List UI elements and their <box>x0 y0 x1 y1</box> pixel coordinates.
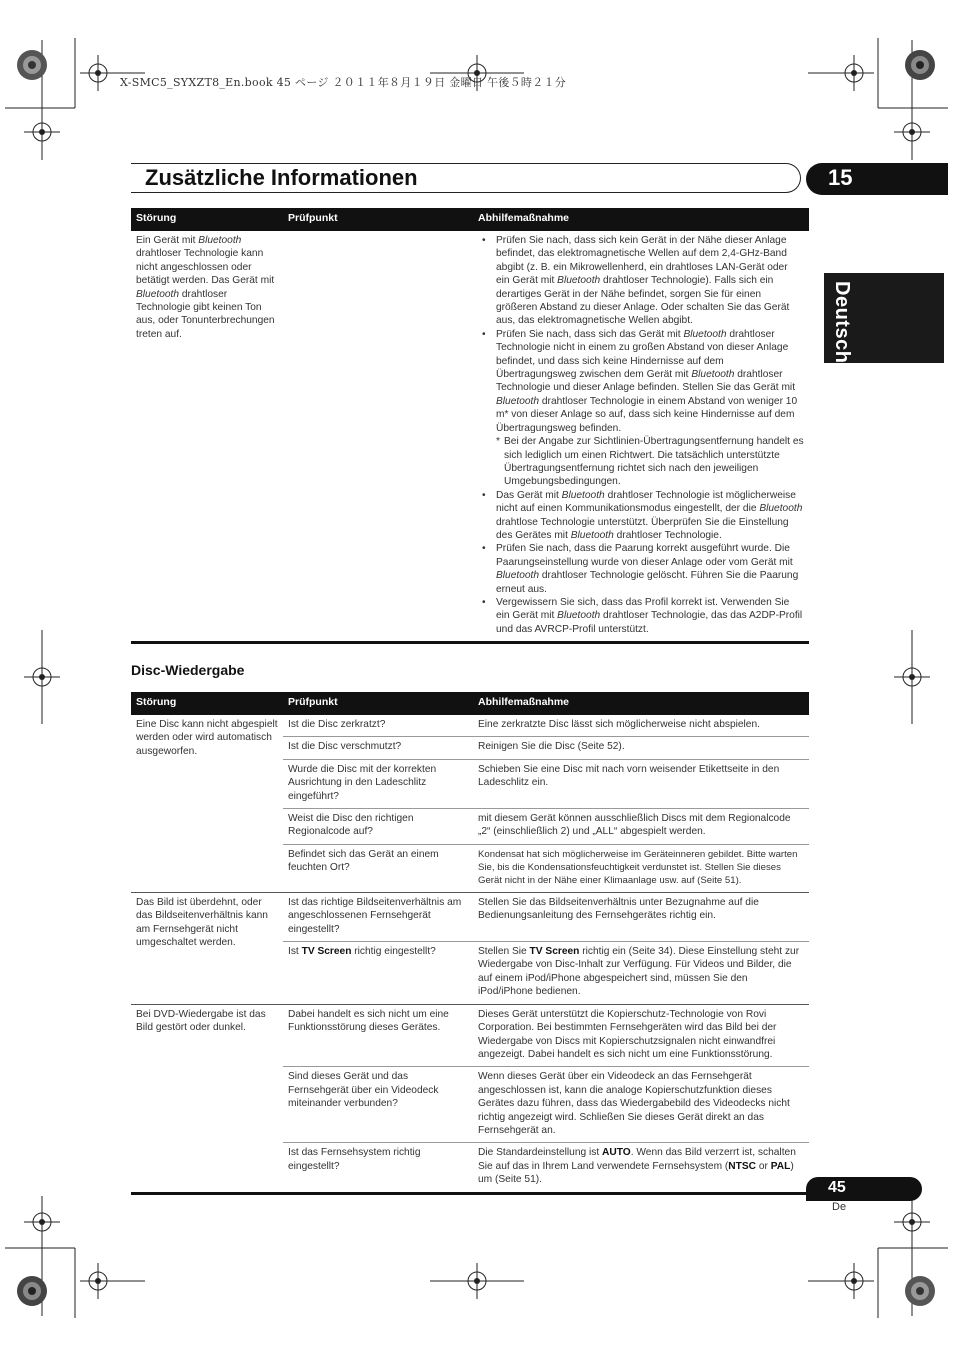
section-title-disc: Disc-Wiedergabe <box>131 662 245 678</box>
header-pruefpunkt: Prüfpunkt <box>283 208 473 231</box>
remedy-cell: Stellen Sie das Bildseitenverhältnis unter Bezugnahme auf die Bedienungsanleitung des Fernsehgerätes richtig ein. <box>473 892 809 941</box>
remedy-cell: Reinigen Sie die Disc (Seite 52). <box>473 737 809 759</box>
remedy-cell: Die Standardeinstellung ist AUTO. Wenn das Bild verzerrt ist, schalten Sie auf das in Ihrem Land verwendete Fernsehsystem (NTSC or PAL) um (Seite 51). <box>473 1143 809 1193</box>
list-item: • Das Gerät mit Bluetooth drahtloser Technologie ist möglicherweise nicht auf einen Kommunikationsmodus eingestellt, der die Bluetooth drahtlose Technologie unterstützt. Überprüfen Sie die Einstellung des Gerätes mit Bluetooth drahtloser Technologie. <box>478 489 804 543</box>
table-header-row <box>131 208 809 231</box>
bt-remedy-cell <box>473 231 809 643</box>
file-header: X-SMC5_SYXZT8_En.book 45 ページ ２０１１年８月１９日 金曜日 午後５時２１分 <box>120 76 567 89</box>
remedy-cell: Eine zerkratzte Disc lässt sich möglicherweise nicht abspielen. <box>473 715 809 737</box>
bluetooth-troubleshooting-table <box>131 208 809 644</box>
table-row <box>131 231 809 643</box>
check-cell: Ist das Fernsehsystem richtig eingestellt? <box>283 1143 473 1193</box>
check-cell: Ist die Disc verschmutzt? <box>283 737 473 759</box>
bt-problem-cell: Ein Gerät mit Bluetooth drahtloser Technologie kann nicht angeschlossen oder betätigt werden. Das Gerät mit Bluetooth drahtloser Technologie gibt keinen Ton aus, oder Tonunterbrechungen treten auf. <box>131 231 283 643</box>
list-item: • Vergewissern Sie sich, dass das Profil korrekt ist. Verwenden Sie ein Gerät mit Bluetooth drahtloser Technologie, das das A2DP-Profil und das AVRCP-Profil unterstützt. <box>478 596 804 636</box>
header-abhilfe: Abhilfemaßnahme <box>473 692 809 715</box>
list-item: • Prüfen Sie nach, dass die Paarung korrekt ausgeführt wurde. Die Paarungseinstellung wurde von dieser Anlage oder vom Gerät mit Bluetooth drahtloser Technologie gelöscht. Führen Sie die Paarung erneut aus. <box>478 542 804 596</box>
remedy-cell: mit diesem Gerät können ausschließlich Discs mit dem Regionalcode „2“ (einschließlich 2) und „ALL“ abgespielt werden. <box>473 809 809 845</box>
table-row <box>131 1004 809 1067</box>
check-cell: Weist die Disc den richtigen Regionalcode auf? <box>283 809 473 845</box>
disc-problem-2: Das Bild ist überdehnt, oder das Bildseitenverhältnis kann am Fernsehgerät nicht umgeschaltet werden. <box>131 892 283 1004</box>
check-cell: Wurde die Disc mit der korrekten Ausrichtung in den Ladeschlitz eingeführt? <box>283 759 473 808</box>
table-row <box>131 892 809 941</box>
check-cell: Befindet sich das Gerät an einem feuchten Ort? <box>283 844 473 892</box>
disc-problem-1: Eine Disc kann nicht abgespielt werden oder wird automatisch ausgeworfen. <box>131 715 283 892</box>
chapter-title-box <box>131 163 801 193</box>
remedy-cell: Stellen Sie TV Screen richtig ein (Seite 34). Diese Einstellung steht zur Wiedergabe von Disc-Inhalt zur Verfügung. Für Videos und Bilder, die auf einem iPod/iPhone abgespeichert sind, müssen Sie den iPod/iPhone bedienen. <box>473 942 809 1005</box>
check-cell: Dabei handelt es sich nicht um eine Funktionsstörung dieses Gerätes. <box>283 1004 473 1067</box>
header-stoerung: Störung <box>131 208 283 231</box>
list-item: • Prüfen Sie nach, dass sich das Gerät mit Bluetooth drahtloser Technologie nicht in einem zu großen Abstand von dieser Anlage befindet, und dass sich keine Hindernisse auf dem Übertragungsweg zwischen dem Gerät mit Bluetooth drahtloser Technologie und dieser Anlage befinden. Stellen Sie das Gerät mit Bluetooth drahtloser Technologie in einem Abstand von weniger 10 m* von dieser Anlage so auf, dass sich keine Hindernisse auf dem Übertragungsweg befinden. <box>478 328 804 435</box>
remedy-cell: Kondensat hat sich möglicherweise im Geräteinneren gebildet. Bitte warten Sie, bis die Kondensationsfeuchtigkeit verdunstet ist. Stellen Sie dieses Gerät nicht in der Nähe einer Klimaanlage usw. auf (Seite 51). <box>473 844 809 892</box>
remedy-cell: Schieben Sie eine Disc mit nach vorn weisender Etikettseite in den Ladeschlitz ein. <box>473 759 809 808</box>
remedy-cell: Dieses Gerät unterstützt die Kopierschutz-Technologie von Rovi Corporation. Bei bestimmten Fernsehgeräten wird das Bild bei der Wiedergabe von Discs mit Kopierschutzsignalen nicht einwandfrei angezeigt. Dabei handelt es sich nicht um eine Funktionsstörung. <box>473 1004 809 1067</box>
disc-troubleshooting-table <box>131 692 809 1195</box>
table-row <box>131 715 809 737</box>
disc-problem-3: Bei DVD-Wiedergabe ist das Bild gestört oder dunkel. <box>131 1004 283 1193</box>
language-tab <box>824 273 944 363</box>
list-item: • Prüfen Sie nach, dass sich kein Gerät in der Nähe dieser Anlage befindet, das elektromagnetische Wellen auf dem 2,4-GHz-Band abgibt (z. B. ein Mikrowellenherd, ein drahtloses LAN-Gerät oder ein Gerät mit Bluetooth drahtloser Technologie). Falls sich ein derartiges Gerät in der Nähe befindet, sorgen Sie für einen größeren Abstand zu dieser Anlage. Oder schalten Sie das Gerät aus, das elektromagnetische Wellen abgibt. <box>478 234 804 328</box>
check-cell: Ist das richtige Bildseitenverhältnis am angeschlossenen Fernsehgerät eingestellt? <box>283 892 473 941</box>
footnote: * Bei der Angabe zur Sichtlinien-Übertragungsentfernung handelt es sich lediglich um einen Richtwert. Die tatsächlich unterstützte Übertragungsentfernung richtet sich nach den jeweiligen Umgebungsbedingungen. <box>496 436 804 488</box>
language-tab-label: Deutsch <box>831 281 853 364</box>
page-language-code: De <box>832 1201 847 1213</box>
chapter-number-badge: 15 <box>806 163 948 195</box>
check-cell: Sind dieses Gerät und das Fernsehgerät über ein Videodeck miteinander verbunden? <box>283 1067 473 1143</box>
bt-check-cell <box>283 231 473 643</box>
page-title: Zusätzliche Informationen <box>145 165 418 190</box>
remedy-cell: Wenn dieses Gerät über ein Videodeck an das Fernsehgerät angeschlossen ist, kann die analoge Kopierschutzfunktion dieses Gerätes dazu führen, dass das Wiedergabebild des Videodecks nicht richtig angezeigt wird. Schließen Sie dieses Gerät direkt an das Fernsehgerät an. <box>473 1067 809 1143</box>
header-pruefpunkt: Prüfpunkt <box>283 692 473 715</box>
page-number-badge: 45 <box>806 1177 922 1201</box>
table-header-row <box>131 692 809 715</box>
header-abhilfe: Abhilfemaßnahme <box>473 208 809 231</box>
check-cell: Ist die Disc zerkratzt? <box>283 715 473 737</box>
check-cell: Ist TV Screen richtig eingestellt? <box>283 942 473 1005</box>
header-stoerung: Störung <box>131 692 283 715</box>
